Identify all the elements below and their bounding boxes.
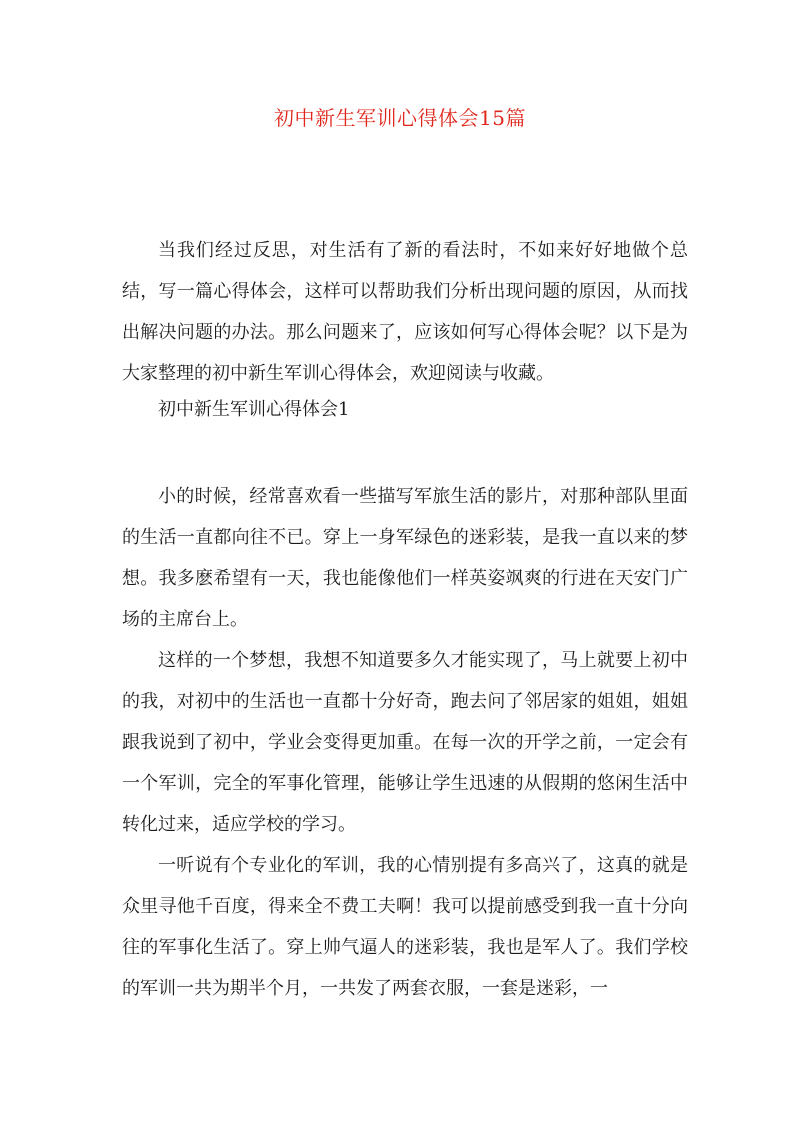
essay-section <box>122 476 688 1009</box>
essay-paragraph-2: 这样的一个梦想，我想不知道要多久才能实现了，马上就要上初中的我，对初中的生活也一直都十分好奇，跑去问了邻居家的姐姐，姐姐跟我说到了初中，学业会变得更加重。在每一次的开学之前，一定会有一个军训，完全的军事化管理，能够让学生迅速的从假期的悠闲生活中转化过来，适应学校的学习。 <box>122 650 688 835</box>
essay-paragraph-3: 一听说有个专业化的军训，我的心情别提有多高兴了，这真的就是众里寻他千百度，得来全不费工夫啊！我可以提前感受到我一直十分向往的军事化生活了。穿上帅气逼人的迷彩装，我也是军人了。我们学校的军训一共为期半个月，一共发了两套衣服，一套是迷彩，一 <box>122 855 688 999</box>
essay-paragraph-1: 小的时候，经常喜欢看一些描写军旅生活的影片，对那种部队里面的生活一直都向往不已。穿上一身军绿色的迷彩装，是我一直以来的梦想。我多麽希望有一天，我也能像他们一样英姿飒爽的行进在天安门广场的主席台上。 <box>122 486 688 630</box>
intro-paragraph: 当我们经过反思，对生活有了新的看法时，不如来好好地做个总结，写一篇心得体会，这样可以帮助我们分析出现问题的原因，从而找出解决问题的办法。那么问题来了，应该如何写心得体会呢？以下是为大家整理的初中新生军训心得体会，欢迎阅读与收藏。 <box>122 240 688 384</box>
intro-section <box>122 230 688 394</box>
document-title: 初中新生军训心得体会15篇 <box>274 106 526 130</box>
section-heading: 初中新生军训心得体会1 <box>158 399 350 420</box>
